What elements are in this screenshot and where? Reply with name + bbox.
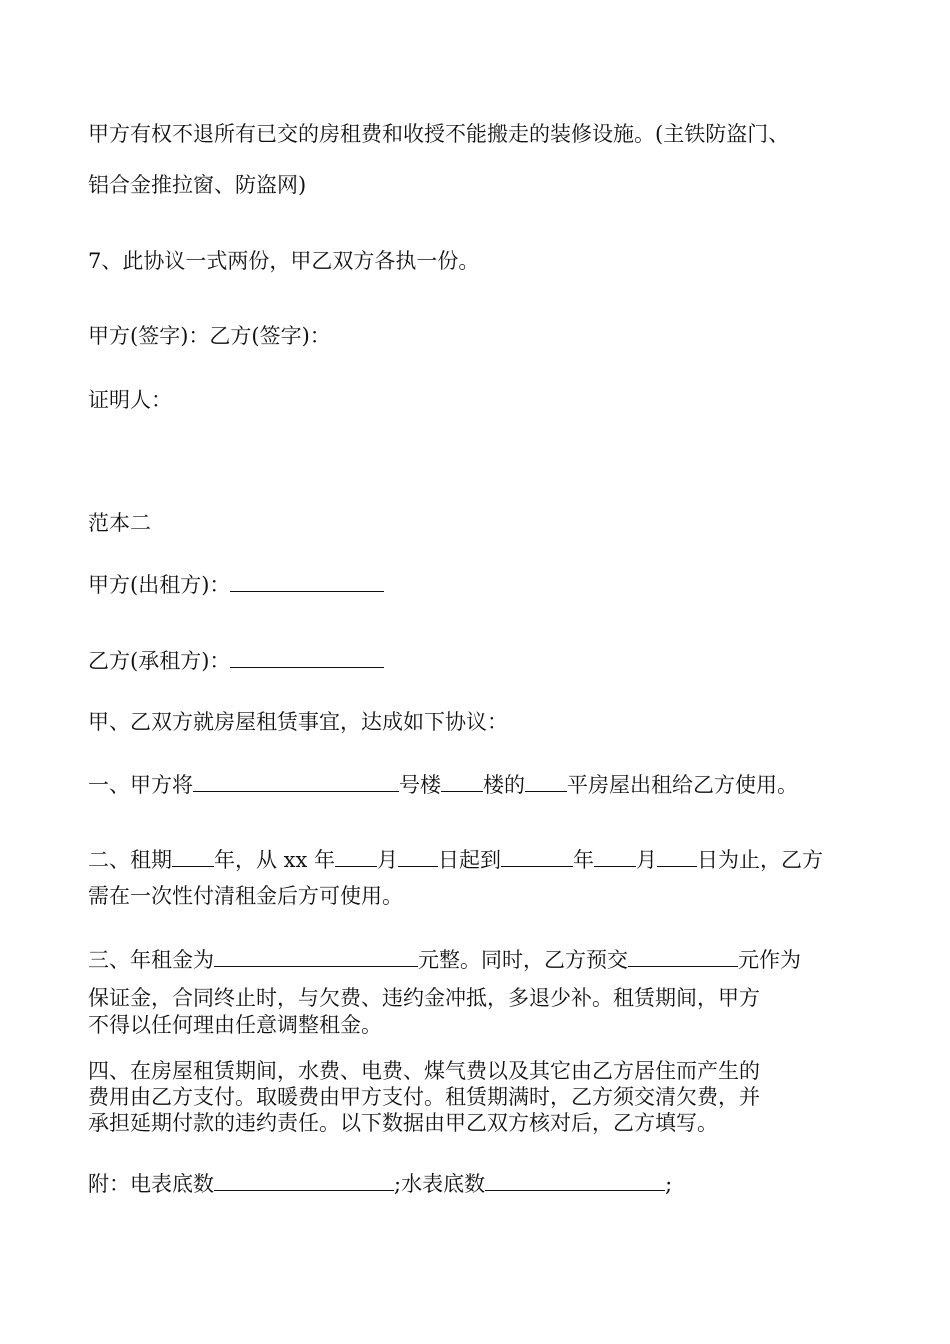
clause-3-line-1 xyxy=(88,946,801,972)
party-b-blank[interactable] xyxy=(230,647,384,668)
clause-text: 年 xyxy=(573,848,595,872)
annual-rent-blank[interactable] xyxy=(214,946,418,967)
party-a-blank[interactable] xyxy=(230,571,384,592)
party-b-label: 乙方(承租方)： xyxy=(88,649,231,673)
clause-text: 三、年租金为 xyxy=(88,948,214,972)
clause-text: 月 xyxy=(636,848,658,872)
clause-2-line-2: 需在一次性付清租金后方可使用。 xyxy=(88,884,403,908)
clause-text: 楼的 xyxy=(483,773,525,797)
start-month-blank[interactable] xyxy=(335,846,377,867)
clause-2-line-1 xyxy=(88,846,823,872)
clause-text: 二、租期 xyxy=(88,848,172,872)
clause-text: 日起到 xyxy=(438,848,502,872)
clause-text: 日为止，乙方 xyxy=(697,848,824,872)
end-year-blank[interactable] xyxy=(501,846,573,867)
clause-4-line-1: 四、在房屋租赁期间，水费、电费、煤气费以及其它由乙方居住而产生的 xyxy=(88,1059,760,1083)
section-title: 范本二 xyxy=(88,511,151,535)
building-blank[interactable] xyxy=(193,771,399,792)
attachment-text: ; xyxy=(665,1172,673,1196)
clause-3-line-3: 不得以任何理由任意调整租金。 xyxy=(88,1013,382,1037)
start-day-blank[interactable] xyxy=(398,846,438,867)
party-b-line xyxy=(88,647,384,673)
attachment-text: ;水表底数 xyxy=(394,1172,486,1196)
clause-4-line-2: 费用由乙方支付。取暖费由甲方支付。租赁期满时，乙方须交清欠费，并 xyxy=(88,1085,760,1109)
party-a-label: 甲方(出租方)： xyxy=(88,573,231,597)
clause-4-line-3: 承担延期付款的违约责任。以下数据由甲乙双方核对后，乙方填写。 xyxy=(88,1111,718,1135)
area-blank[interactable] xyxy=(525,771,567,792)
clause-text: 元作为 xyxy=(738,948,801,972)
signature-line: 甲方(签字)：乙方(签字)： xyxy=(88,324,331,348)
floor-blank[interactable] xyxy=(441,771,483,792)
clause-text: 月 xyxy=(377,848,399,872)
end-day-blank[interactable] xyxy=(657,846,697,867)
attachment-line xyxy=(88,1170,672,1196)
clause-text: 平房屋出租给乙方使用。 xyxy=(567,773,798,797)
water-meter-blank[interactable] xyxy=(485,1170,665,1191)
attachment-text: 附：电表底数 xyxy=(88,1172,214,1196)
party-a-line xyxy=(88,571,384,597)
end-month-blank[interactable] xyxy=(594,846,636,867)
electric-meter-blank[interactable] xyxy=(214,1170,394,1191)
clause-text: 一、甲方将 xyxy=(88,773,193,797)
intro-line: 甲、乙双方就房屋租赁事宜，达成如下协议： xyxy=(88,710,508,734)
clause-3-line-2: 保证金，合同终止时，与欠费、违约金冲抵，多退少补。租赁期间，甲方 xyxy=(88,986,760,1010)
clause-1 xyxy=(88,771,798,797)
deposit-blank[interactable] xyxy=(628,946,738,967)
paragraph-copies: 7、此协议一式两份，甲乙双方各执一份。 xyxy=(88,249,480,273)
clause-text: 年，从 xx 年 xyxy=(214,848,336,872)
clause-text: 元整。同时，乙方预交 xyxy=(418,948,628,972)
term-years-blank[interactable] xyxy=(172,846,214,867)
witness-line: 证明人： xyxy=(88,388,172,412)
paragraph-line: 铝合金推拉窗、防盗网) xyxy=(88,173,307,197)
paragraph-line: 甲方有权不退所有已交的房租费和收授不能搬走的装修设施。(主铁防盗门、 xyxy=(88,122,790,146)
clause-text: 号楼 xyxy=(399,773,441,797)
